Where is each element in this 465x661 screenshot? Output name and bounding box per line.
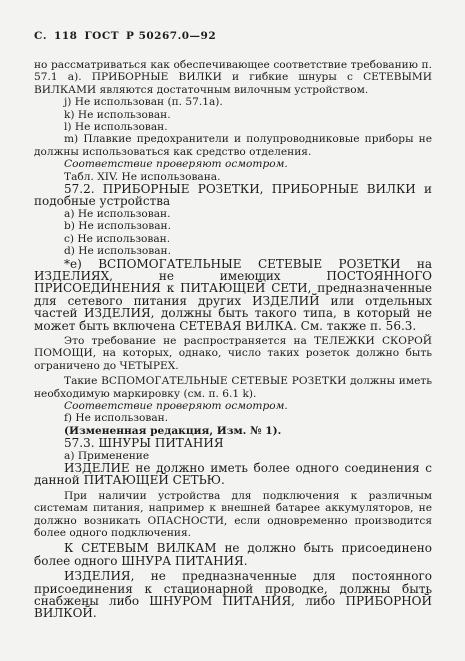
paragraph: Такие ВСПОМОГАТЕЛЬНЫЕ СЕТЕВЫЕ РОЗЕТКИ должны иметь необходимую маркировку (см. п. 6.1 k). [34, 375, 432, 400]
doc-code: Р 50267.0—92 [126, 30, 217, 42]
header-prefix: С. [34, 30, 48, 42]
paragraph: ИЗДЕЛИЕ не должно иметь более одного соединения с данной ПИТАЮЩЕЙ СЕТЬЮ. [34, 461, 432, 488]
paragraph: К СЕТЕВЫМ ВИЛКАМ не должно быть присоединено более одного ШНУРА ПИТАНИЯ. [34, 541, 432, 568]
paragraph: При наличии устройства для подключения к различным системам питания, например к внешней батарее аккумуляторов, не должно возникать ОПАСНОСТИ, если одновременно производится более одного подключения. [34, 489, 432, 540]
paragraph: Табл. XIV. Не использована. [64, 170, 221, 183]
paragraph: ИЗДЕЛИЯ, не предназначенные для постоянного присоединения к стационарной проводке, должны быть снабжены либо ШНУРОМ ПИТАНИЯ, либо ПРИБОРНОЙ ВИЛКОЙ. [34, 569, 432, 621]
list-item: а) Не использован. [64, 207, 171, 220]
list-item: j) Не использован (п. 57.1а). [64, 96, 223, 109]
list-item: d) Не использован. [64, 245, 171, 258]
subsection-heading: а) Применение [64, 449, 150, 462]
amendment-note: (Измененная редакция, Изм. № 1). [64, 424, 282, 437]
list-item: k) Не использован. [64, 108, 171, 121]
section-heading: 57.3. ШНУРЫ ПИТАНИЯ [64, 436, 224, 451]
doc-type: ГОСТ [84, 30, 120, 42]
list-item: f) Не использован. [64, 412, 169, 425]
paragraph: но рассматриваться как обеспечивающее соответствие требованию п. 57.1 а). ПРИБОРНЫЕ ВИЛКИ и гибкие шнуры с СЕТЕВЫМИ ВИЛКАМИ являются достаточным вилочным устройством. [34, 59, 432, 96]
compliance-note: Соответствие проверяют осмотром. [64, 399, 288, 412]
list-item: m) Плавкие предохранители и полупроводниковые приборы не должны использоваться как средство отделения. [34, 133, 432, 158]
compliance-note: Соответствие проверяют осмотром. [64, 158, 288, 171]
paragraph: Это требование не распространяется на ТЕЛЕЖКИ СКОРОЙ ПОМОЩИ, на которых, однако, число таких розеток должно быть ограничено до ЧЕТЫРЕХ. [34, 334, 432, 372]
list-item: b) Не использован. [64, 220, 171, 233]
paragraph: *е) ВСПОМОГАТЕЛЬНЫЕ СЕТЕВЫЕ РОЗЕТКИ на ИЗДЕЛИЯХ, не имеющих ПОСТОЯННОГО ПРИСОЕДИНЕНИЯ к ПИТАЮЩЕЙ СЕТИ, предназначенные для сетевого питания других ИЗДЕЛИЙ или отдельных частей ИЗДЕЛИЯ, должны быть такого типа, в который не может быть включена СЕТЕВАЯ ВИЛКА. См. также п. 56.3. [34, 256, 432, 333]
document-body [34, 59, 432, 620]
section-heading: 57.2. ПРИБОРНЫЕ РОЗЕТКИ, ПРИБОРНЫЕ ВИЛКИ и подобные устройства [34, 182, 432, 209]
page-header [34, 30, 223, 42]
list-item: l) Не использован. [64, 121, 168, 134]
list-item: с) Не использован. [64, 232, 171, 245]
page-number: 118 [54, 30, 78, 42]
